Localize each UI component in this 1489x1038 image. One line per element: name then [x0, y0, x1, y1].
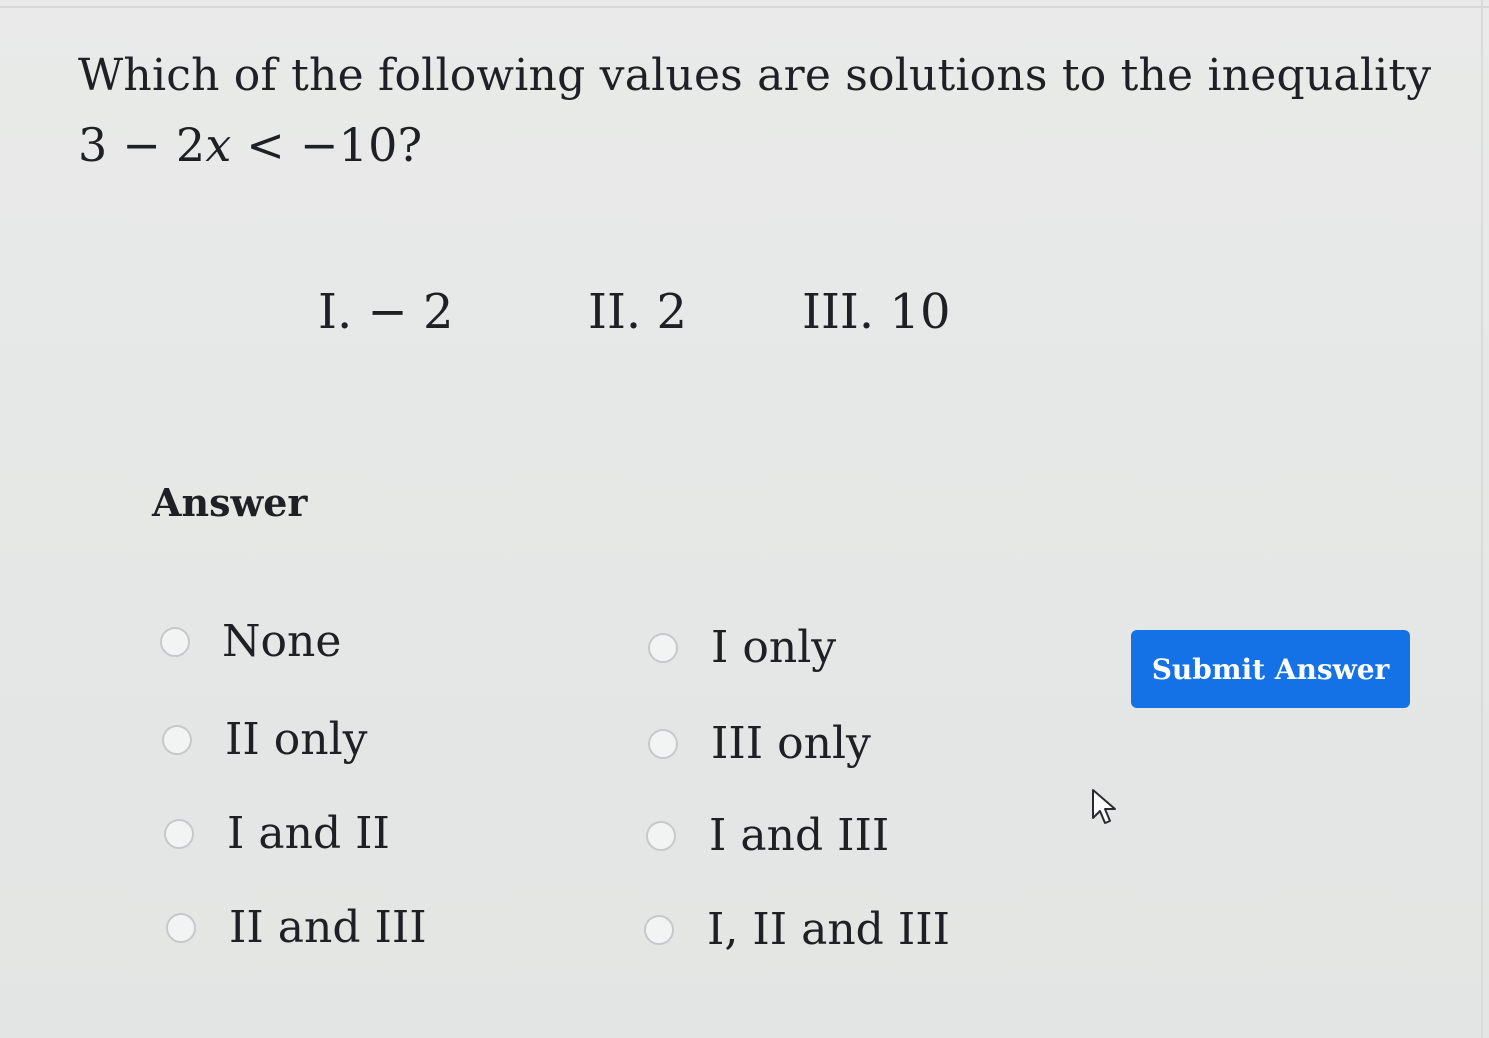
option-label: II only: [225, 714, 368, 765]
inequality-prefix: 3 − 2: [78, 118, 206, 172]
radio-button[interactable]: [646, 821, 676, 851]
radio-button[interactable]: [166, 913, 196, 943]
option-label: II and III: [229, 902, 427, 953]
top-divider: [0, 6, 1489, 8]
option-i-and-ii[interactable]: [164, 808, 390, 859]
option-i-ii-and-iii[interactable]: [644, 904, 950, 955]
radio-button[interactable]: [644, 915, 674, 945]
option-ii-only[interactable]: [162, 714, 368, 765]
answer-heading: Answer: [152, 480, 308, 525]
radio-button[interactable]: [648, 729, 678, 759]
value-iii: III. 10: [802, 284, 951, 340]
radio-button[interactable]: [162, 725, 192, 755]
radio-button[interactable]: [648, 633, 678, 663]
radio-button[interactable]: [160, 627, 190, 657]
question-text-line1: Which of the following values are solutions to the inequality: [78, 50, 1432, 101]
option-label: III only: [711, 718, 871, 769]
question-inequality: [78, 118, 422, 172]
value-i: I. − 2: [318, 284, 454, 340]
option-ii-and-iii[interactable]: [166, 902, 427, 953]
option-i-only[interactable]: [648, 622, 837, 673]
option-label: I and II: [227, 808, 390, 859]
option-i-and-iii[interactable]: [646, 810, 890, 861]
submit-answer-button[interactable]: Submit Answer: [1131, 630, 1410, 708]
inequality-suffix: < −10?: [231, 118, 423, 172]
option-none[interactable]: [160, 616, 342, 667]
option-iii-only[interactable]: [648, 718, 871, 769]
option-label: None: [222, 616, 342, 667]
option-label: I and III: [709, 810, 890, 861]
value-ii: II. 2: [588, 284, 687, 340]
radio-button[interactable]: [164, 819, 194, 849]
inequality-variable: x: [205, 118, 232, 172]
option-label: I only: [711, 622, 837, 673]
right-divider: [1481, 0, 1483, 1038]
mouse-pointer-icon: [1090, 788, 1122, 828]
option-label: I, II and III: [707, 904, 950, 955]
